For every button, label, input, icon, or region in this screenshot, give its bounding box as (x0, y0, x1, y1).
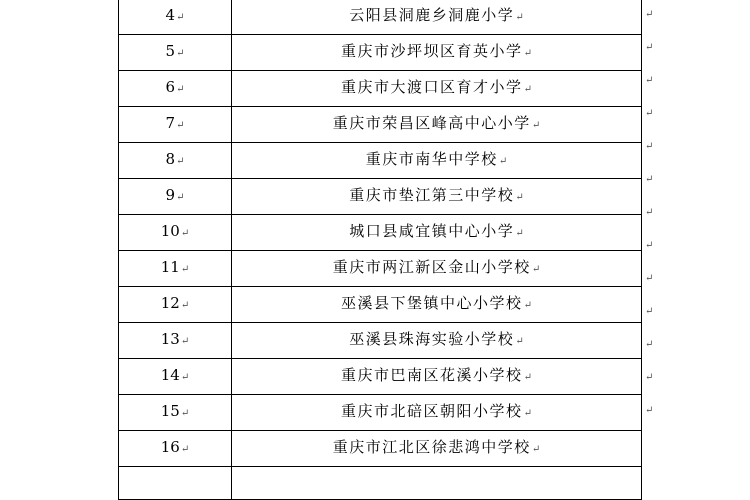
school-name: 巫溪县珠海实验小学校 (349, 330, 515, 348)
row-end-mark-icon: ↵ (645, 372, 654, 383)
cell-end-mark-icon: ↵ (176, 120, 185, 131)
cell-end-mark-icon: ↵ (180, 372, 190, 383)
cell-end-mark-icon: ↵ (498, 156, 508, 167)
cell-end-mark-icon: ↵ (180, 264, 190, 275)
row-number-cell[interactable] (119, 431, 232, 467)
row-number: 11 (160, 258, 180, 276)
row-end-mark-icon: ↵ (645, 207, 654, 218)
row-number: 5 (165, 42, 176, 60)
row-number-cell[interactable] (119, 323, 232, 359)
table-row (119, 287, 642, 323)
cell-end-mark-icon: ↵ (531, 120, 541, 131)
row-end-mark-icon: ↵ (645, 306, 654, 317)
row-number: 8 (165, 150, 176, 168)
school-name: 巫溪县下堡镇中心小学校 (341, 294, 523, 312)
table-row (119, 467, 642, 500)
table-row (119, 179, 642, 215)
school-name-cell[interactable] (232, 215, 642, 251)
cell-end-mark-icon: ↵ (180, 300, 190, 311)
school-name: 重庆市南华中学校 (365, 150, 498, 168)
school-name: 重庆市巴南区花溪小学校 (341, 366, 523, 384)
school-name: 城口县咸宜镇中心小学 (349, 222, 515, 240)
row-number: 7 (165, 114, 176, 132)
school-name-cell[interactable] (232, 71, 642, 107)
school-name: 重庆市两江新区金山小学校 (332, 258, 531, 276)
table-row (119, 431, 642, 467)
cell-end-mark-icon: ↵ (515, 228, 524, 239)
row-number: 10 (160, 222, 180, 240)
cell-end-mark-icon: ↵ (523, 408, 532, 419)
cell-end-mark-icon: ↵ (176, 12, 185, 23)
table-body (119, 0, 642, 500)
row-number-cell[interactable] (119, 467, 232, 500)
row-end-mark-icon: ↵ (645, 75, 654, 86)
table-row (119, 251, 642, 287)
row-number: 16 (160, 438, 180, 456)
cell-end-mark-icon: ↵ (523, 48, 532, 59)
cell-end-mark-icon: ↵ (176, 192, 185, 203)
school-list-table (118, 0, 642, 500)
cell-end-mark-icon: ↵ (180, 336, 190, 347)
table-row (119, 359, 642, 395)
school-name: 重庆市北碚区朝阳小学校 (341, 402, 523, 420)
table-row (119, 35, 642, 71)
cell-end-mark-icon: ↵ (515, 192, 524, 203)
cell-end-mark-icon: ↵ (176, 48, 185, 59)
row-number-cell[interactable] (119, 35, 232, 71)
school-name-cell[interactable] (232, 143, 642, 179)
school-name-cell[interactable] (232, 359, 642, 395)
row-number: 14 (160, 366, 180, 384)
row-number-cell[interactable] (119, 359, 232, 395)
row-number-cell[interactable] (119, 215, 232, 251)
cell-end-mark-icon: ↵ (176, 156, 185, 167)
school-name-cell[interactable] (232, 35, 642, 71)
row-end-mark-icon: ↵ (645, 42, 654, 53)
cell-end-mark-icon: ↵ (515, 12, 524, 23)
row-end-mark-icon: ↵ (645, 339, 654, 350)
school-name-cell[interactable] (232, 107, 642, 143)
row-number-cell[interactable] (119, 71, 232, 107)
row-end-mark-icon: ↵ (645, 240, 654, 251)
table-row (119, 395, 642, 431)
row-end-mark-icon: ↵ (645, 108, 654, 119)
cell-end-mark-icon: ↵ (531, 264, 541, 275)
row-number: 6 (165, 78, 176, 96)
cell-end-mark-icon: ↵ (180, 444, 190, 455)
row-number: 4 (165, 6, 176, 24)
row-number-cell[interactable] (119, 0, 232, 35)
school-name-cell[interactable] (232, 287, 642, 323)
school-name: 重庆市大渡口区育才小学 (341, 78, 523, 96)
table-row (119, 71, 642, 107)
cell-end-mark-icon: ↵ (180, 408, 190, 419)
cell-end-mark-icon: ↵ (523, 300, 532, 311)
row-end-mark-icon: ↵ (645, 141, 654, 152)
school-name-cell[interactable] (232, 179, 642, 215)
cell-end-mark-icon: ↵ (523, 372, 532, 383)
table-row (119, 323, 642, 359)
school-name: 云阳县洞鹿乡洞鹿小学 (349, 6, 515, 24)
row-number: 13 (160, 330, 180, 348)
table-row (119, 143, 642, 179)
row-number-cell[interactable] (119, 251, 232, 287)
school-name-cell[interactable] (232, 395, 642, 431)
table-row (119, 215, 642, 251)
row-number-cell[interactable] (119, 179, 232, 215)
row-end-mark-icon: ↵ (645, 273, 654, 284)
school-name: 重庆市垫江第三中学校 (349, 186, 515, 204)
row-number-cell[interactable] (119, 143, 232, 179)
table-row (119, 0, 642, 35)
row-end-mark-icon: ↵ (645, 9, 654, 20)
row-number: 15 (160, 402, 180, 420)
row-end-marks (645, 0, 659, 427)
row-end-mark-icon: ↵ (645, 174, 654, 185)
row-number: 12 (160, 294, 180, 312)
row-number: 9 (165, 186, 176, 204)
cell-end-mark-icon: ↵ (523, 84, 532, 95)
school-name-cell[interactable] (232, 431, 642, 467)
cell-end-mark-icon: ↵ (531, 444, 541, 455)
school-name-cell[interactable] (232, 0, 642, 35)
school-name-cell[interactable] (232, 251, 642, 287)
row-number-cell[interactable] (119, 395, 232, 431)
row-end-mark-icon: ↵ (645, 405, 654, 416)
cell-end-mark-icon: ↵ (176, 84, 185, 95)
cell-end-mark-icon: ↵ (515, 336, 524, 347)
school-name: 重庆市沙坪坝区育英小学 (341, 42, 523, 60)
cell-end-mark-icon: ↵ (180, 228, 190, 239)
school-name: 重庆市荣昌区峰高中心小学 (332, 114, 531, 132)
row-number-cell[interactable] (119, 107, 232, 143)
school-name: 重庆市江北区徐悲鸿中学校 (332, 438, 531, 456)
row-number-cell[interactable] (119, 287, 232, 323)
school-name-cell[interactable] (232, 323, 642, 359)
table-row (119, 107, 642, 143)
school-name-cell[interactable] (232, 467, 642, 500)
